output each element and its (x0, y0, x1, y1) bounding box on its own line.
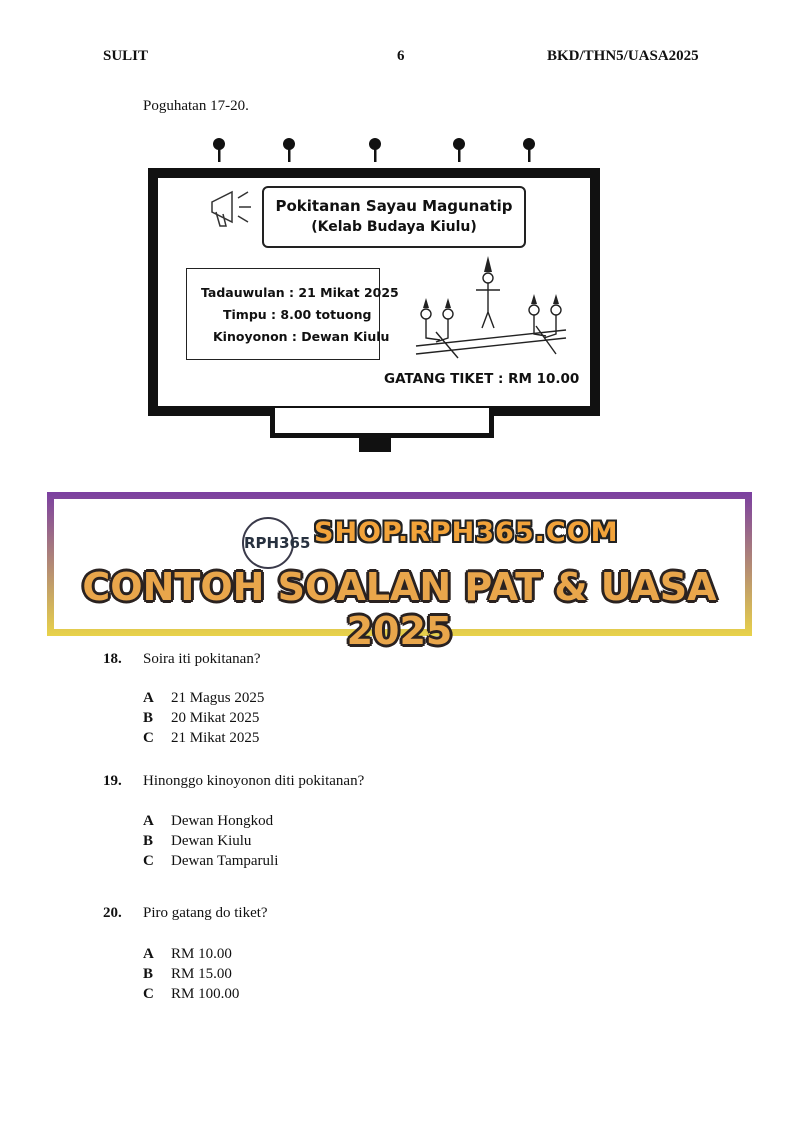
option-label: B (143, 710, 154, 726)
promo-site-link[interactable]: SHOP.RPH365.COM (314, 517, 619, 548)
header-right: BKD/THN5/UASA2025 (547, 48, 699, 64)
option-text[interactable]: Dewan Hongkod (171, 813, 274, 829)
header-left: SULIT (103, 48, 149, 64)
option-label: C (143, 986, 154, 1002)
ticket-price: GATANG TIKET : RM 10.00 (384, 371, 580, 387)
option-label: A (143, 946, 154, 962)
dancers-illustration (396, 250, 582, 366)
question-text: Piro gatang do tiket? (143, 905, 268, 921)
event-organizer: (Kelab Budaya Kiulu) (311, 219, 477, 235)
lamp-icon (282, 138, 296, 162)
event-banner (262, 186, 526, 248)
option-label: B (143, 833, 154, 849)
intro-text: Poguhatan 17-20. (143, 98, 249, 114)
question-number: 18. (103, 651, 122, 667)
billboard-post (359, 438, 391, 452)
question-number: 19. (103, 773, 122, 789)
option-text[interactable]: Dewan Tamparuli (171, 853, 279, 869)
page-number: 6 (397, 48, 405, 64)
question-text: Hinonggo kinoyonon diti pokitanan? (143, 773, 365, 789)
event-time: Timpu : 8.00 totuong (223, 307, 372, 322)
event-date: Tadauwulan : 21 Mikat 2025 (201, 285, 399, 300)
billboard-base (270, 408, 494, 438)
lamp-icon (522, 138, 536, 162)
option-label: C (143, 730, 154, 746)
rph365-logo: RPH365 (242, 517, 294, 569)
option-label: C (143, 853, 154, 869)
option-label: A (143, 690, 154, 706)
option-text[interactable]: 20 Mikat 2025 (171, 710, 260, 726)
question-text: Soira iti pokitanan? (143, 651, 261, 667)
lamp-icon (368, 138, 382, 162)
megaphone-icon (206, 186, 256, 232)
promo-title: CONTOH SOALAN PAT & UASA 2025 (82, 565, 717, 653)
option-label: A (143, 813, 154, 829)
lamp-icon (212, 138, 226, 162)
option-text[interactable]: RM 10.00 (171, 946, 232, 962)
option-text[interactable]: 21 Magus 2025 (171, 690, 265, 706)
event-venue: Kinoyonon : Dewan Kiulu (213, 329, 390, 344)
lamp-icon (452, 138, 466, 162)
option-text[interactable]: 21 Mikat 2025 (171, 730, 260, 746)
promo-banner (47, 492, 752, 653)
option-text[interactable]: RM 100.00 (171, 986, 240, 1002)
event-details-box (186, 268, 399, 360)
option-text[interactable]: Dewan Kiulu (171, 833, 252, 849)
option-text[interactable]: RM 15.00 (171, 966, 232, 982)
question-number: 20. (103, 905, 122, 921)
option-label: B (143, 966, 154, 982)
event-title: Pokitanan Sayau Magunatip (275, 197, 513, 215)
